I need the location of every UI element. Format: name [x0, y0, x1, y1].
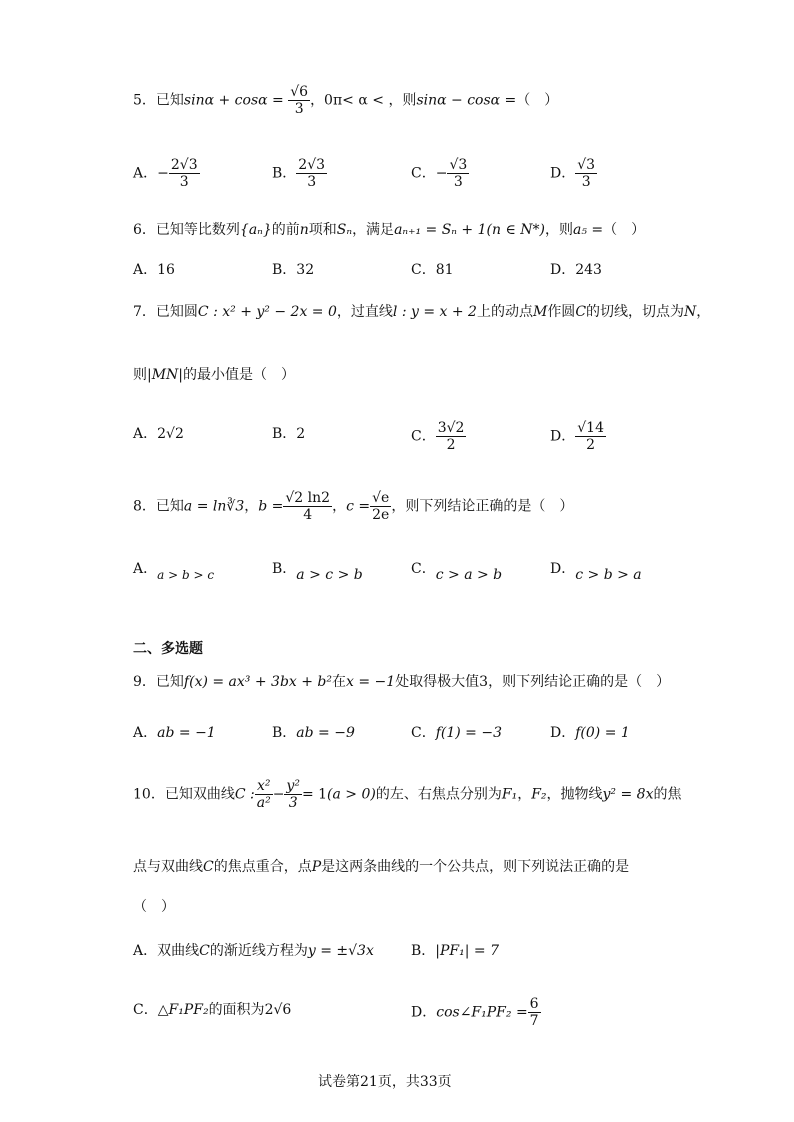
q10-condition: (a > 0)	[327, 786, 376, 803]
q5-condition: ，0π< α <	[310, 92, 389, 109]
q8-c-lhs: c =	[346, 498, 371, 515]
q10-text: 点与双曲线	[133, 859, 203, 875]
q9-option-c	[411, 726, 502, 740]
q9-x: x = −1	[346, 674, 396, 690]
option-fraction	[436, 420, 467, 453]
q9-option-b	[272, 726, 355, 740]
frac-num: √3	[577, 157, 596, 173]
frac-num: y²	[286, 778, 300, 794]
q5-option-d	[550, 157, 597, 190]
option-fraction	[296, 157, 327, 190]
q8-a: a = ln∛3	[183, 498, 245, 515]
q6-text: ，则	[544, 222, 573, 238]
q10-option-b	[411, 944, 499, 958]
q6-option-a	[133, 263, 175, 277]
q10-x-fraction	[255, 778, 273, 811]
q10-c: C	[203, 859, 214, 875]
option-value: 243	[575, 262, 602, 278]
option-fraction	[575, 420, 606, 453]
q7-text: 则	[133, 367, 147, 383]
q7-text: ，	[696, 304, 711, 320]
frac-num: √14	[577, 420, 604, 436]
option-label: D．	[550, 725, 576, 741]
option-label: A．	[133, 561, 158, 577]
option-value: f(0) = 1	[575, 725, 630, 741]
q7-text: 7．已知圆	[133, 304, 198, 320]
option-value: 2√2	[157, 426, 184, 442]
q10-c: C :	[234, 786, 255, 803]
frac-den: 7	[529, 1013, 539, 1030]
q10-option-d	[411, 996, 541, 1029]
q7-text: 作圆	[547, 304, 576, 320]
option-fraction	[528, 996, 541, 1029]
option-sign: −	[435, 165, 448, 182]
q8-text: ，	[244, 498, 259, 515]
option-value: ab = −1	[157, 725, 216, 741]
q5-then: ，则	[388, 92, 417, 109]
q8-b-lhs: b =	[258, 498, 284, 515]
option-label: D．	[550, 165, 576, 182]
frac-den: 2e	[372, 507, 390, 524]
q10-text: 的焦点重合，点	[213, 859, 312, 875]
q8-b-fraction	[283, 490, 332, 523]
option-fraction	[575, 157, 597, 190]
q8-option-d	[550, 561, 642, 583]
question-5-stem	[133, 84, 558, 117]
q7-text: ，过直线	[336, 304, 393, 320]
option-label: D．	[550, 428, 576, 445]
q6-text: 的前	[271, 222, 300, 238]
q9-function: f(x) = ax³ + 3bx + b²	[183, 674, 333, 690]
q7-option-c	[411, 420, 466, 453]
q8-text: 8．已知	[133, 498, 184, 515]
option-value: c > b > a	[575, 567, 642, 583]
question-9-stem	[133, 675, 670, 689]
page-footer: 试卷第21页，共33页	[318, 1074, 452, 1090]
option-fraction	[169, 157, 200, 190]
option-label: A．	[133, 943, 158, 959]
q6-text: 6．已知等比数列	[133, 222, 240, 238]
option-sign: −	[157, 165, 169, 182]
q10-text: 10．已知双曲线	[133, 786, 235, 803]
q10-minus: −	[272, 786, 285, 803]
question-6-stem	[133, 223, 645, 237]
frac-den: 3	[288, 795, 298, 812]
option-label: B．	[272, 725, 297, 741]
q6-sn: Sₙ	[336, 222, 353, 238]
q7-c: C	[575, 304, 587, 320]
question-7-stem	[133, 305, 710, 319]
option-label: B．	[272, 165, 297, 182]
q9-text: 在	[332, 674, 347, 690]
q8-text: ，则下列结论正确的是（ ）	[391, 498, 574, 515]
q5-expr-sum: sinα + cosα =	[183, 92, 284, 109]
question-10-stem	[133, 778, 681, 811]
q8-text: ，	[332, 498, 347, 515]
section-2-title: 二、多选题	[133, 641, 203, 657]
option-value: a > c > b	[296, 567, 363, 583]
option-value: 2	[296, 426, 306, 442]
q5-frac-num: √6	[290, 84, 309, 100]
option-label: D．	[550, 561, 576, 577]
q8-option-a	[133, 561, 215, 582]
option-label: D．	[411, 1004, 437, 1021]
frac-num: 3√2	[437, 420, 465, 436]
q8-option-b	[272, 561, 363, 583]
q10-eq: = 1	[301, 786, 328, 803]
q5-frac-den: 3	[294, 101, 304, 118]
q6-condition: aₙ₊₁ = Sₙ + 1(n ∈ N*)	[394, 222, 545, 238]
frac-num: √e	[372, 490, 390, 506]
option-triangle: △F₁PF₂	[157, 1002, 209, 1018]
option-label: B．	[272, 561, 297, 577]
option-value: a > b > c	[157, 568, 215, 582]
option-label: A．	[133, 262, 158, 278]
q7-n: N	[684, 304, 697, 320]
option-text: 的面积为	[208, 1002, 265, 1018]
option-label: C．	[411, 262, 436, 278]
q7-text: 的切线，切点为	[586, 304, 685, 320]
q7-circle: C : x² + y² − 2x = 0	[197, 304, 337, 320]
q6-option-c	[411, 263, 454, 277]
frac-num: 6	[529, 996, 539, 1012]
q5-option-a	[133, 157, 200, 190]
q7-line: l : y = x + 2	[392, 304, 477, 320]
q5-paren: （ ）	[516, 92, 559, 109]
q10-option-a	[133, 944, 374, 958]
q10-text: 的焦	[653, 786, 682, 803]
q6-n: n	[299, 222, 309, 238]
q7-option-d	[550, 420, 606, 453]
q7-text: 上的动点	[476, 304, 533, 320]
q9-option-d	[550, 726, 630, 740]
q5-number: 5．已知	[133, 92, 184, 109]
frac-den: 2	[586, 437, 596, 454]
option-label: A．	[133, 165, 158, 182]
q7-option-b	[272, 427, 305, 441]
option-label: C．	[133, 1002, 158, 1018]
q10-text: ，抛物线	[546, 786, 603, 803]
option-label: C．	[411, 561, 436, 577]
q6-sequence: {aₙ}	[239, 222, 272, 238]
frac-num: 2√3	[298, 157, 326, 173]
q10-y-fraction	[284, 778, 302, 811]
q10-text: 是这两条曲线的一个公共点，则下列说法正确的是	[321, 859, 630, 875]
question-7-stem-line2	[133, 368, 295, 382]
q9-option-a	[133, 726, 216, 740]
frac-den: 3	[581, 174, 591, 191]
option-label: C．	[411, 725, 436, 741]
option-label: C．	[411, 428, 436, 445]
option-label: B．	[272, 262, 297, 278]
q10-f1: F₁	[501, 786, 518, 803]
q7-m: M	[532, 304, 548, 320]
option-value: f(1) = −3	[435, 725, 502, 741]
q10-parabola: y² = 8x	[602, 786, 654, 803]
option-expr: |PF₁| = 7	[435, 943, 500, 959]
frac-num: √3	[449, 157, 468, 173]
option-fraction	[447, 157, 469, 190]
q10-text: 的左、右焦点分别为	[375, 786, 502, 803]
option-expr: y = ±√3x	[307, 943, 374, 959]
frac-den: 2	[446, 437, 456, 454]
option-value: c > a > b	[435, 567, 503, 583]
option-label: D．	[550, 262, 576, 278]
option-label: B．	[272, 426, 297, 442]
q5-option-c	[411, 157, 469, 190]
q8-option-c	[411, 561, 503, 583]
frac-den: 4	[303, 507, 313, 524]
frac-num: √2 ln2	[285, 490, 331, 506]
option-label: A．	[133, 426, 158, 442]
q5-fraction	[288, 84, 310, 117]
option-text: 的渐近线方程为	[209, 943, 308, 959]
q6-option-d	[550, 263, 602, 277]
frac-den: 3	[179, 174, 189, 191]
option-value: 32	[296, 262, 315, 278]
option-value: ab = −9	[296, 725, 355, 741]
q6-text: 项和	[308, 222, 337, 238]
frac-num: 2√3	[170, 157, 198, 173]
q5-expr-diff: sinα − cosα =	[416, 92, 517, 109]
question-8-stem	[133, 490, 573, 523]
q6-a5: a₅ =	[572, 222, 604, 238]
q10-p: P	[311, 859, 322, 875]
q6-option-b	[272, 263, 314, 277]
q6-paren: （ ）	[603, 222, 646, 238]
option-label: A．	[133, 725, 158, 741]
q7-option-a	[133, 427, 184, 441]
frac-den: 3	[307, 174, 317, 191]
option-c: C	[199, 943, 210, 959]
option-lhs: cos∠F₁PF₂ =	[436, 1004, 528, 1021]
q8-c-fraction	[370, 490, 391, 523]
q10-text: ，	[517, 786, 532, 803]
option-value: 16	[157, 262, 175, 278]
question-10-paren: （ ）	[133, 899, 175, 915]
q5-option-b	[272, 157, 327, 190]
option-text: 双曲线	[157, 943, 200, 959]
q9-text: 9．已知	[133, 674, 184, 690]
frac-num: x²	[255, 778, 273, 795]
q6-text: ，满足	[352, 222, 395, 238]
option-label: C．	[411, 165, 436, 182]
q7-mn: |MN|	[147, 367, 184, 383]
q9-text: 处取得极大值3，则下列结论正确的是（ ）	[395, 674, 671, 690]
q10-option-c	[133, 1003, 291, 1017]
q10-f2: F₂	[531, 786, 547, 803]
option-value: 81	[435, 262, 454, 278]
option-label: B．	[411, 943, 436, 959]
frac-den: 3	[453, 174, 463, 191]
q7-text: 的最小值是（ ）	[183, 367, 296, 383]
frac-den: a²	[256, 795, 271, 812]
option-value: 2√6	[264, 1002, 292, 1018]
question-10-stem-line2	[133, 860, 629, 874]
